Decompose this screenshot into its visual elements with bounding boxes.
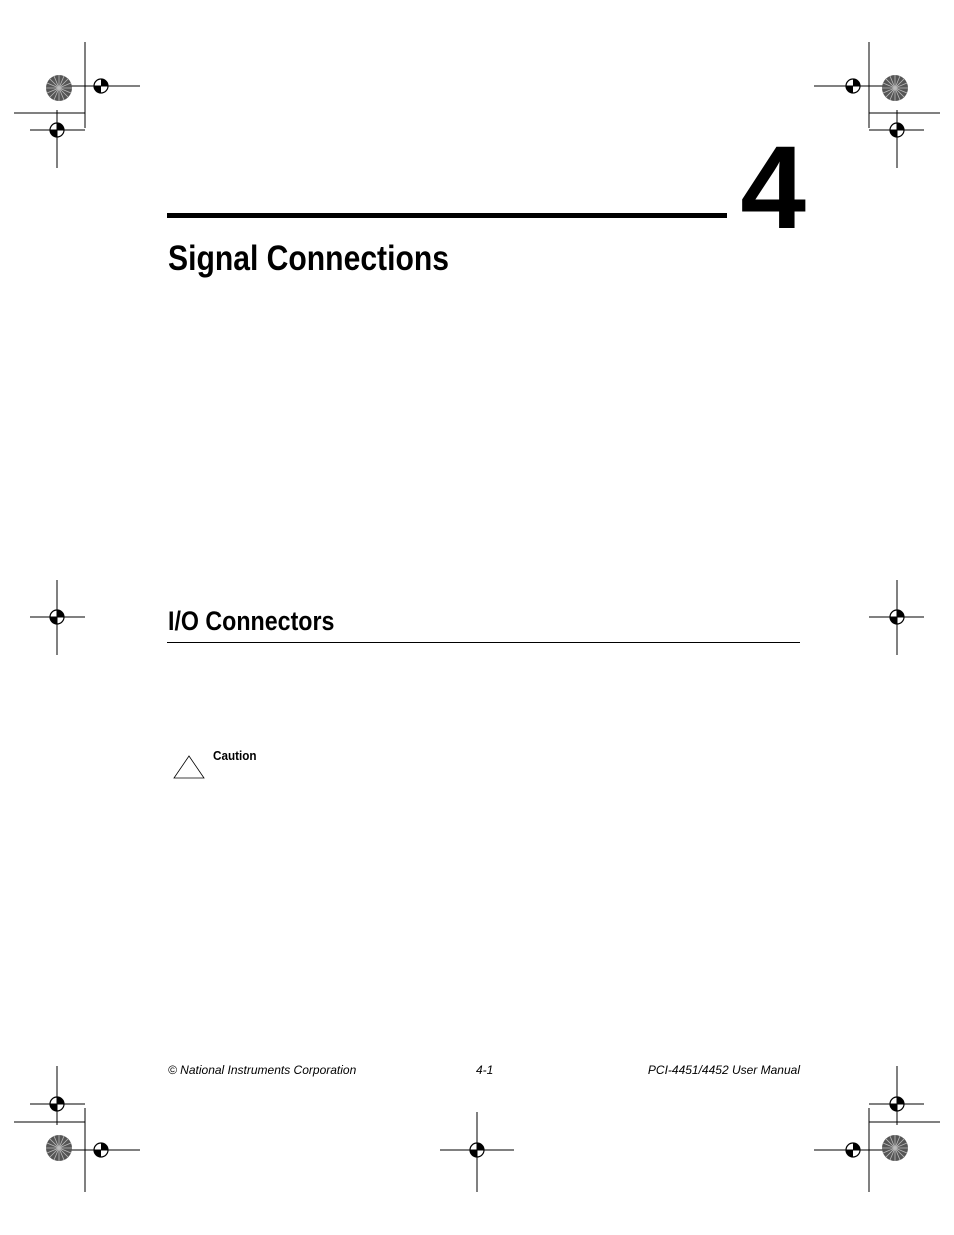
- caution-label: Caution: [213, 748, 257, 763]
- section-heading: I/O Connectors: [168, 606, 335, 636]
- footer-manual-title: PCI-4451/4452 User Manual: [647, 1063, 800, 1077]
- footer-copyright: © National Instruments Corporation: [168, 1063, 357, 1077]
- footer-page-number: 4-1: [476, 1063, 494, 1077]
- chapter-title: Signal Connections: [168, 239, 449, 278]
- chapter-number: 4: [740, 122, 804, 254]
